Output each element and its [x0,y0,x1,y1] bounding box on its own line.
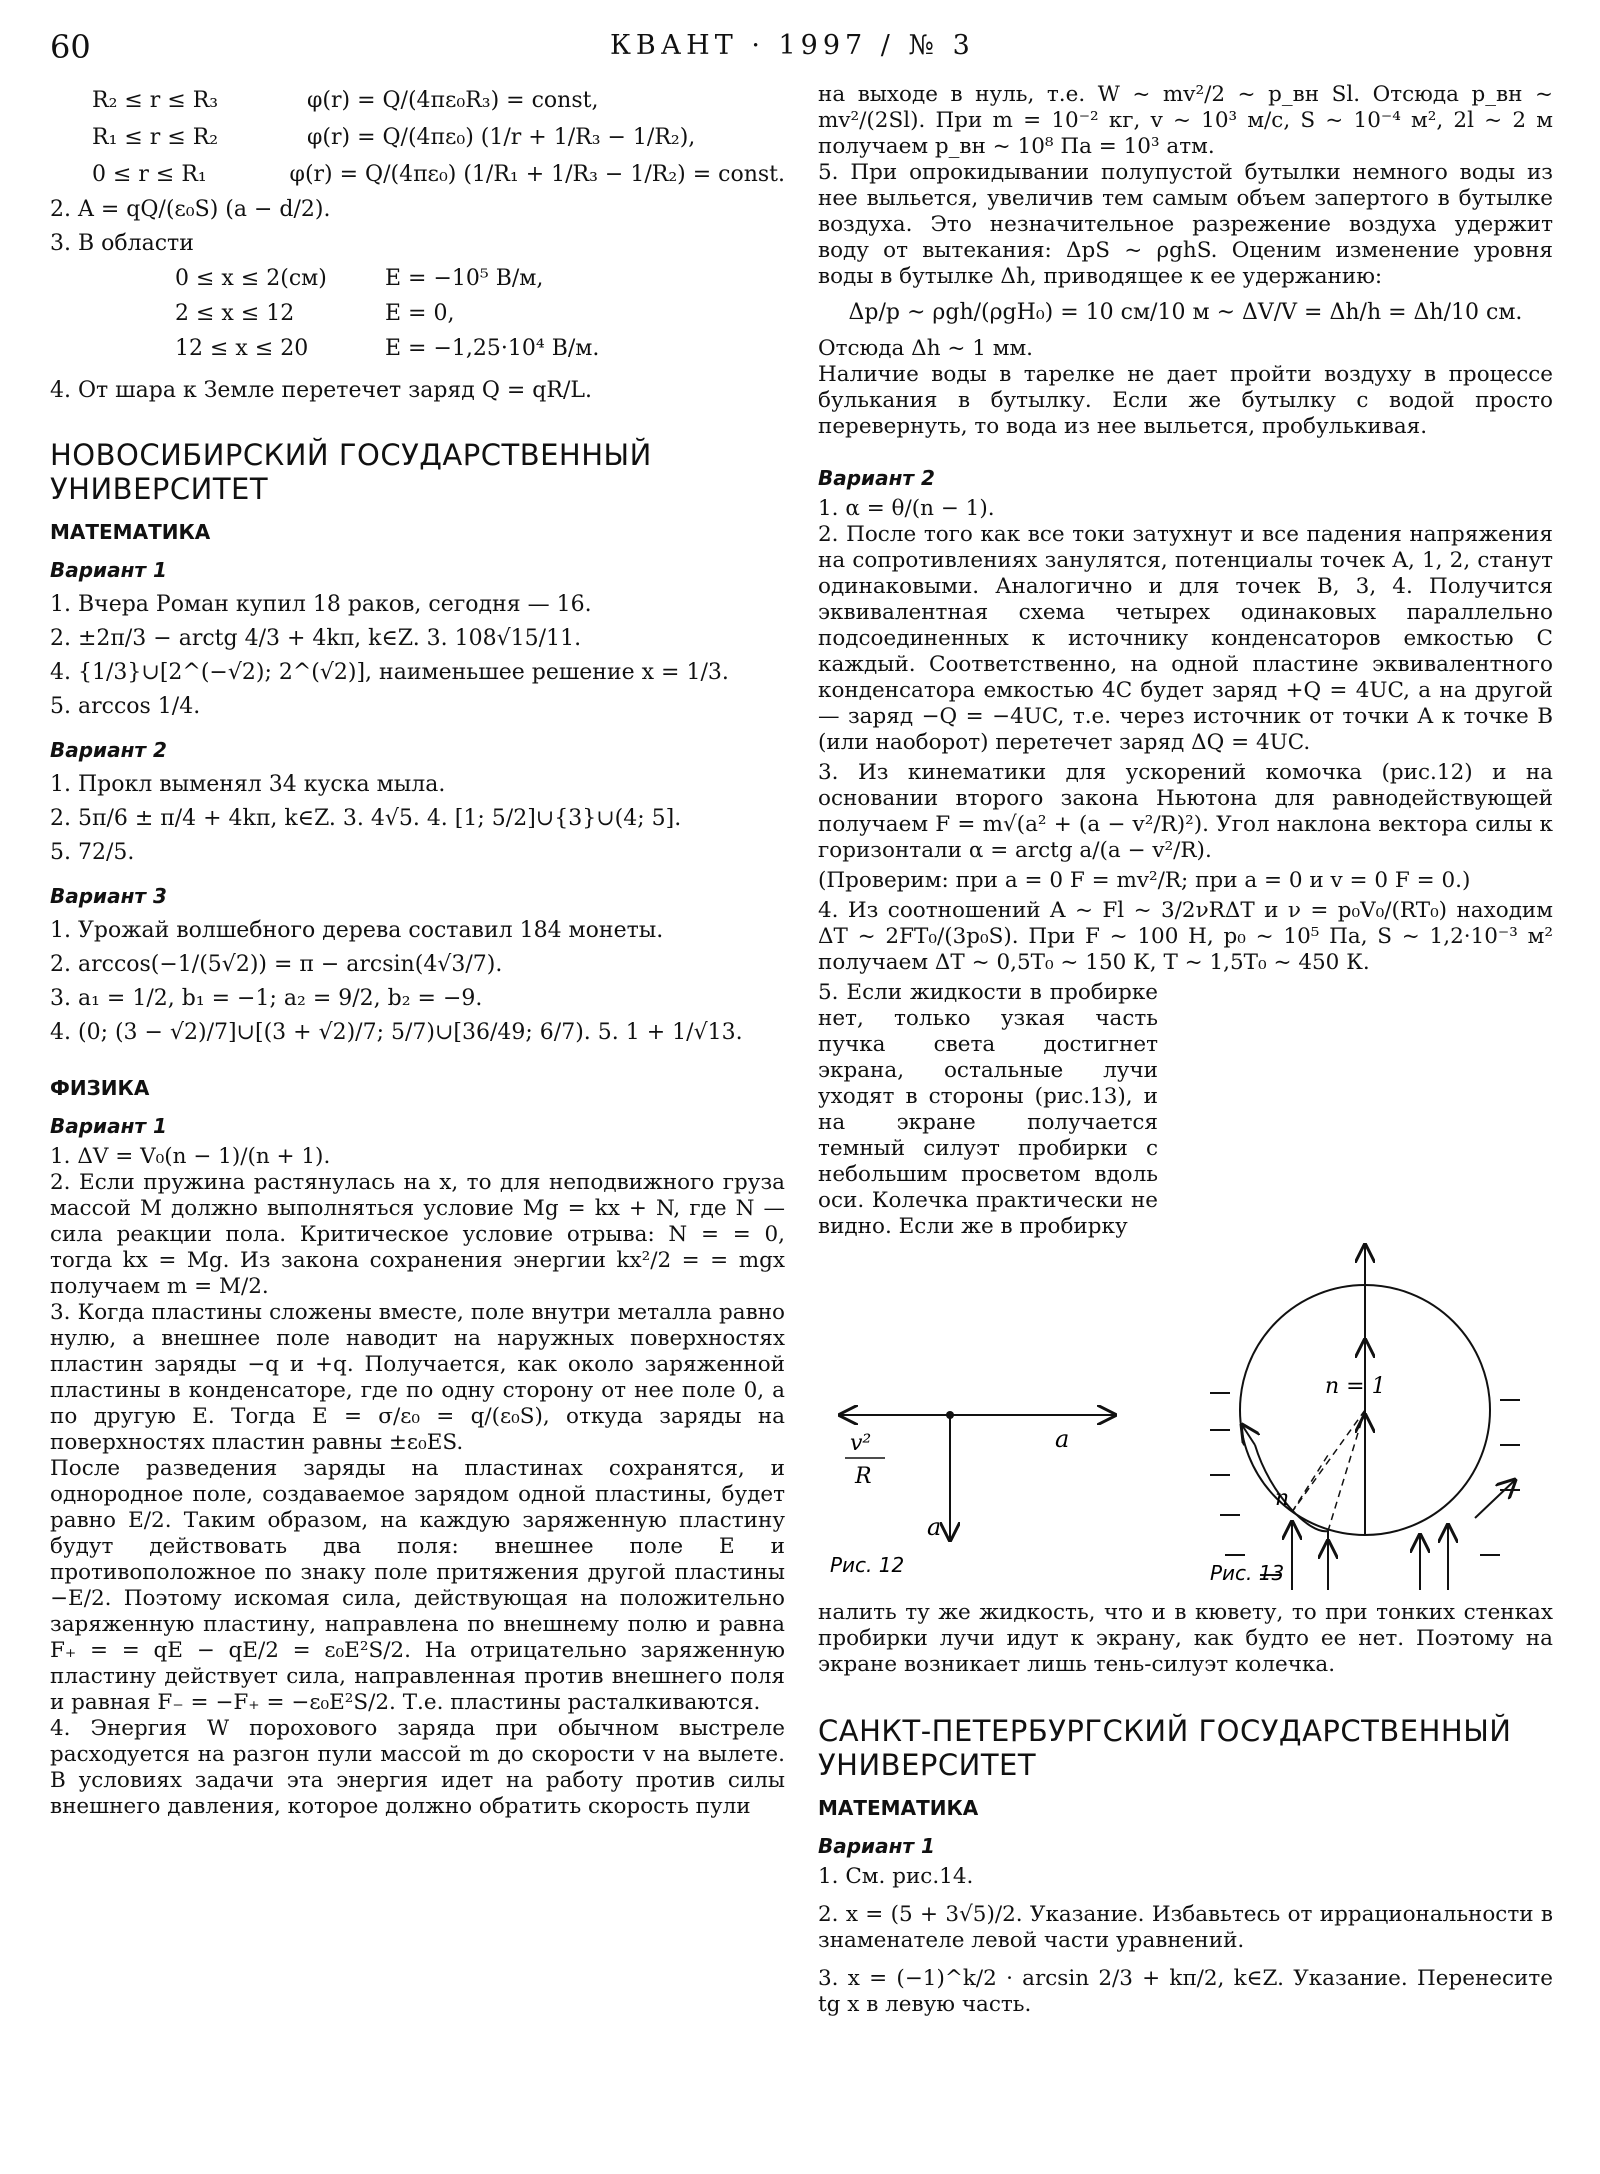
answer: 4. Энергия W порохового заряда при обычном выстреле расходуется на разгон пули массой m до скорости v на вылете. В условиях задачи эта энергия идет на работу против силы внешнего давления, которое должно обратить скорость пули [50,1716,785,1819]
figure-caption: Рис. 12 [830,1553,905,1577]
left-column [50,82,785,1820]
figure-13 [1200,1235,1530,1595]
right-column-lower [818,1600,1553,2018]
variant-title: Вариант 1 [50,1114,167,1138]
region-row: 12 ≤ x ≤ 20 E = −1,25·10⁴ В/м. [175,336,600,361]
answer-4: 4. От шара к Земле перетечет заряд Q = qR/L. [50,378,592,403]
answer: 5. Если жидкости в пробирке нет, только узкая часть пучка света достигнет экрана, остальные лучи уходят в стороны (рис.13), и на экране получается темный силуэт пробирки с небольшим просветом вдоль оси. Колечка практически не видно. Если же в пробирку [818,980,1158,1239]
refracted-ray [1255,1445,1328,1531]
subject-math: МАТЕМАТИКА [50,520,211,544]
paragraph: на выходе в нуль, т.е. W ~ mv²/2 ~ p_вн Sl. Отсюда p_вн ~ mv²/(2Sl). При m = 10⁻² кг, v ~ 10³ м/с, S ~ 10⁻⁴ м², 2l ~ 2 м получаем p_вн ~ 10⁸ Па = 10³ атм. [818,82,1553,159]
subject-physics: ФИЗИКА [50,1076,150,1100]
paragraph: Отсюда Δh ~ 1 мм. [818,336,1034,361]
answer: 5. arccos 1/4. [50,694,201,719]
variant-title: Вариант 2 [50,738,167,762]
answer: 3. a₁ = 1/2, b₁ = −1; a₂ = 9/2, b₂ = −9. [50,986,483,1011]
page-number: 60 [50,28,91,66]
label-v2: v² [850,1431,872,1456]
answer: 2. Если пружина растянулась на x, то для неподвижного груза массой M должно выполняться условие Mg = kx + N, где N — сила реакции пола. Критическое условие отрыва: N = = 0, тогда kx = Mg. Из закона сохранения энергии kx²/2 = = mgx получаем m = M/2. [50,1170,785,1299]
label-n1: n = 1 [1325,1374,1386,1399]
phi-row: R₁ ≤ r ≤ R₂ φ(r) = Q/(4πε₀) (1/r + 1/R₃ − 1/R₂), [92,125,696,150]
answer: 1. α = θ/(n − 1). [818,496,995,521]
dashed-radius [1328,1410,1365,1531]
answer: 2. x = (5 + 3√5)/2. Указание. Избавьтесь от иррациональности в знаменателе левой части уравнений. [818,1902,1553,1953]
label-n: n [1275,1486,1290,1511]
ratio-equation: Δp/p ~ ρgh/(ρgH₀) = 10 см/10 м ~ ΔV/V = Δh/h = Δh/10 см. [848,300,1523,325]
label-a-down: a [927,1513,942,1541]
answer: 4. {1/3}∪[2^(−√2); 2^(√2)], наименьшее решение x = 1/3. [50,660,729,685]
variant-title: Вариант 1 [50,558,167,582]
answer: 4. Из соотношений A ~ Fl ~ 3/2νRΔT и ν = p₀V₀/(RT₀) находим ΔT ~ 2FT₀/(3p₀S). При F ~ 100 Н, p₀ ~ 10⁵ Па, S ~ 1,2·10⁻³ м² получаем ΔT ~ 0,5T₀ ~ 150 К, T ~ 1,5T₀ ~ 450 К. [818,898,1553,975]
right-column [818,82,1553,1240]
section-title-spbu: САНКТ-ПЕТЕРБУРГСКИЙ ГОСУДАРСТВЕННЫЙ УНИВЕРСИТЕТ [818,1714,1512,1782]
label-R: R [855,1464,872,1489]
figure-caption: Рис. 13 [1210,1561,1285,1585]
answer: 1. Урожай волшебного дерева составил 184 монеты. [50,918,664,943]
region-row: 0 ≤ x ≤ 2(см) E = −10⁵ В/м, [175,266,544,291]
ray-arrow [1475,1480,1515,1518]
paragraph: Наличие воды в тарелке не дает пройти воздуху в процессе булькания в бутылку. Если же бутылку с водой просто перевернуть, то вода из нее выльется, пробулькивая. [818,362,1553,439]
page-header [50,28,1550,68]
answer: 3. Когда пластины сложены вместе, поле внутри металла равно нулю, а внешнее поле наводит на наружных поверхностях пластин заряды −q и +q. Получается, как около заряженной пластины в конденсаторе, где по одну сторону от нее поле 0, а по другую E. Тогда E = σ/ε₀ = q/(ε₀S), откуда заряды на поверхностях пластин равны ±ε₀ES. [50,1300,785,1455]
answer: 2. После того как все токи затухнут и все падения напряжения на сопротивлениях занулятся, потенциалы точек A, 1, 2, станут одинаковыми. Аналогично и для точек B, 3, 4. Получится эквивалентная схема четырех одинаковых параллельно подсоединенных к источнику конденсаторов емкостью C каждый. Соответственно, на одной пластине эквивалентного конденсатора емкостью 4C будет заряд +Q = 4UC, а на другой — заряд −Q = −4UC, т.е. через источник от точки A к точке B (или наоборот) перетечет заряд ΔQ = 4UC. [818,522,1553,755]
figure-12 [830,1395,1130,1595]
answer: 2. 5π/6 ± π/4 + 4kπ, k∈Z. 3. 4√5. 4. [1; 5/2]∪{3}∪(4; 5]. [50,806,682,831]
paragraph: налить ту же жидкость, что и в кювету, то при тонких стенках пробирки лучи идут к экрану, как будто ее нет. Поэтому на экране возникает лишь тень-силуэт колечка. [818,1600,1553,1677]
answer: После разведения заряды на пластинах сохранятся, и однородное поле, создаваемое зарядом одной пластины, будет равно E/2. Таким образом, на каждую заряженную пластину будут действовать два поля: внешнее поле E и противоположное по знаку поле притяжения другой пластины −E/2. Поэтому искомая сила, действующая на положительно заряженную пластину, направлена по внешнему полю и равна F₊ = = qE − qE/2 = ε₀E²S/2. На отрицательно заряженную пластину действует сила, направленная против внешнего поля и равная F₋ = −F₊ = −ε₀E²S/2. Т.е. пластины расталкиваются. [50,1456,785,1715]
answer-3-intro: 3. В области [50,231,194,256]
variant-title: Вариант 1 [818,1834,935,1858]
answer: 1. Прокл выменял 34 куска мыла. [50,772,446,797]
dashed-ray [1292,1455,1328,1512]
variant-title: Вариант 3 [50,884,167,908]
answer: 5. 72/5. [50,840,135,865]
dashed-radius [1292,1410,1365,1512]
section-title-nsu: НОВОСИБИРСКИЙ ГОСУДАРСТВЕННЫЙ УНИВЕРСИТЕТ [50,438,652,506]
variant-title: Вариант 2 [818,466,935,490]
journal-title: КВАНТ · 1997 / № 3 [610,30,975,61]
subject-math: МАТЕМАТИКА [818,1796,979,1820]
answer: (Проверим: при a = 0 F = mv²/R; при a = 0 и v = 0 F = 0.) [818,868,1471,893]
answer: 2. arccos(−1/(5√2)) = π − arcsin(4√3/7). [50,952,503,977]
answer: 2. ±2π/3 − arctg 4/3 + 4kπ, k∈Z. 3. 108√15/11. [50,626,582,651]
answer-2: 2. A = qQ/(ε₀S) (a − d/2). [50,197,331,222]
answer: 1. Вчера Роман купил 18 раков, сегодня — 16. [50,592,592,617]
point-mass [946,1411,954,1419]
paragraph: 5. При опрокидывании полупустой бутылки немного воды из нее выльется, увеличив тем самым объем запертого в бутылке воздуха. Это незначительное разрежение воздуха удержит воду от вытекания: ΔpS ~ ρghS. Оценим изменение уровня воды в бутылке Δh, приводящее к ее удержанию: [818,160,1553,289]
label-a-right: a [1055,1425,1070,1453]
answer: 1. См. рис.14. [818,1864,974,1889]
phi-row: R₂ ≤ r ≤ R₃ φ(r) = Q/(4πε₀R₃) = const, [92,88,599,113]
phi-row: 0 ≤ r ≤ R₁ φ(r) = Q/(4πε₀) (1/R₁ + 1/R₃ − 1/R₂) = const. [92,162,785,187]
answer: 4. (0; (3 − √2)/7]∪[(3 + √2)/7; 5/7)∪[36/49; 6/7). 5. 1 + 1/√13. [50,1020,743,1045]
answer: 3. Из кинематики для ускорений комочка (рис.12) и на основании второго закона Ньютона для равнодействующей получаем F = m√(a² + (a − v²/R)²). Угол наклона вектора силы к горизонтали α = arctg a/(a − v²/R). [818,760,1553,863]
region-row: 2 ≤ x ≤ 12 E = 0, [175,301,455,326]
answer: 1. ΔV = V₀(n − 1)/(n + 1). [50,1144,331,1169]
answer: 3. x = (−1)^k/2 · arcsin 2/3 + kπ/2, k∈Z. Указание. Перенесите tg x в левую часть. [818,1966,1553,2017]
